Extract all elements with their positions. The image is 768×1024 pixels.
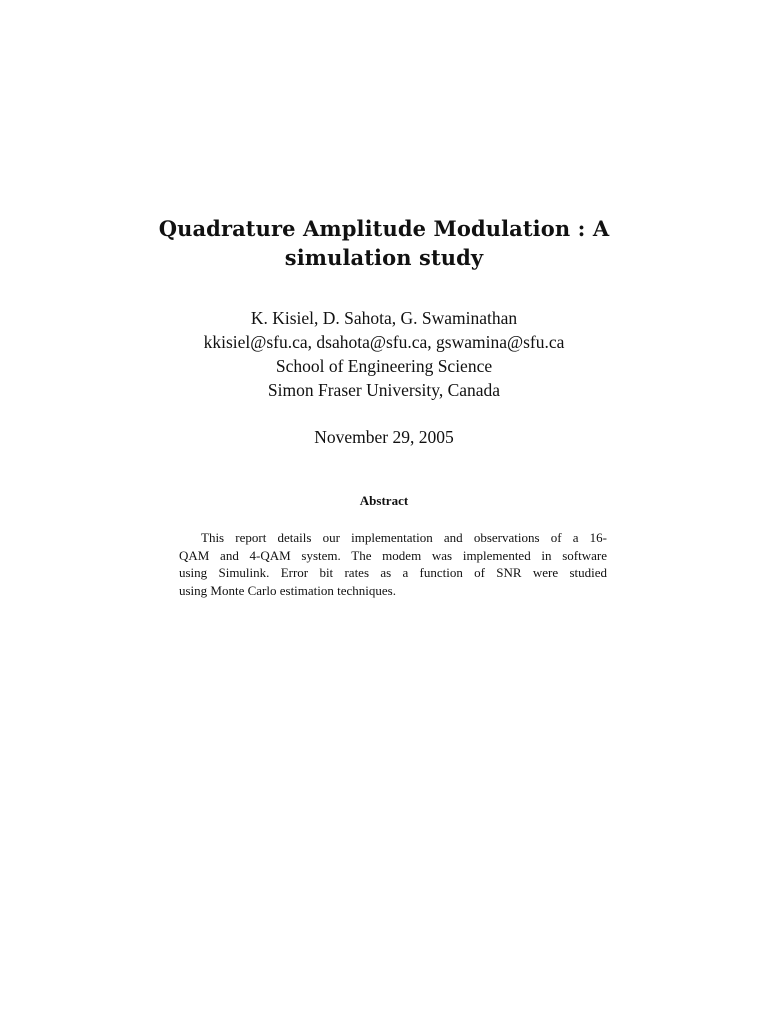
paper-title: [0, 214, 768, 272]
title-line-2: simulation study: [284, 245, 484, 270]
author-institution: Simon Fraser University, Canada: [267, 380, 501, 400]
title-line-1: Quadrature Amplitude Modulation : A: [158, 216, 610, 241]
abstract-line-1: This report details our implementation and observations of a 16-: [201, 530, 607, 545]
author-department: School of Engineering Science: [275, 356, 493, 376]
abstract-line-4: using Monte Carlo estimation techniques.: [179, 582, 396, 598]
abstract-body: [179, 529, 607, 599]
author-block: [0, 306, 768, 402]
abstract-line-3: using Simulink. Error bit rates as a function of SNR were studied: [179, 565, 607, 580]
paper-date: November 29, 2005: [314, 427, 454, 447]
abstract-line-2: QAM and 4-QAM system. The modem was implemented in software: [179, 547, 607, 563]
abstract-heading: Abstract: [359, 493, 409, 508]
author-emails: kkisiel@sfu.ca, dsahota@sfu.ca, gswamina@sfu.ca: [203, 332, 565, 352]
author-names: K. Kisiel, D. Sahota, G. Swaminathan: [250, 308, 518, 328]
